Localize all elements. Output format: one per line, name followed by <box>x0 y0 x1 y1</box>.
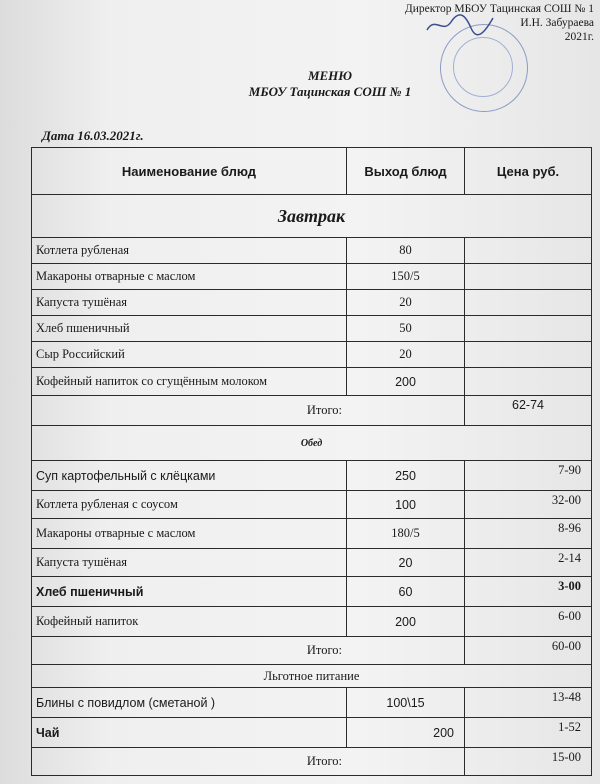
section-heading: Завтрак <box>32 195 592 238</box>
dish-yield: 200 <box>347 368 465 396</box>
dish-price: 3-00 <box>465 577 592 607</box>
table-row <box>32 549 592 577</box>
table-row <box>32 316 592 342</box>
table-row <box>32 688 592 718</box>
table-row <box>32 491 592 519</box>
dish-name: Макароны отварные с маслом <box>32 264 347 290</box>
section-heading: Льготное питание <box>32 665 592 688</box>
dish-name: Кофейный напиток <box>32 607 347 637</box>
total-label: Итого: <box>32 748 465 776</box>
dish-price: 7-90 <box>465 461 592 491</box>
table-row <box>32 577 592 607</box>
col-header-price: Цена руб. <box>465 148 592 195</box>
dish-yield: 20 <box>347 549 465 577</box>
table-row <box>32 461 592 491</box>
dish-price <box>465 238 592 264</box>
dish-name: Суп картофельный с клёцками <box>32 461 347 491</box>
menu-date: Дата 16.03.2021г. <box>42 128 144 143</box>
total-row <box>32 637 592 665</box>
dish-yield: 50 <box>347 316 465 342</box>
menu-table <box>31 147 592 776</box>
section-benefit <box>32 665 592 688</box>
section-breakfast <box>32 195 592 238</box>
dish-name: Капуста тушёная <box>32 549 347 577</box>
dish-yield: 100 <box>347 491 465 519</box>
table-row <box>32 342 592 368</box>
dish-name: Кофейный напиток со сгущённым молоком <box>32 368 347 396</box>
title-line-1: МЕНЮ <box>307 68 353 83</box>
table-row <box>32 718 592 748</box>
dish-name: Чай <box>32 718 347 748</box>
title-line-2: МБОУ Тацинская СОШ № 1 <box>248 84 412 99</box>
total-label: Итого: <box>32 396 465 426</box>
dish-yield: 250 <box>347 461 465 491</box>
dish-price: 8-96 <box>465 519 592 549</box>
signature-icon <box>425 12 495 38</box>
dish-price: 2-14 <box>465 549 592 577</box>
total-value: 15-00 <box>465 748 592 776</box>
dish-price <box>465 316 592 342</box>
dish-yield: 100\15 <box>347 688 465 718</box>
table-row <box>32 519 592 549</box>
dish-yield: 80 <box>347 238 465 264</box>
dish-yield: 150/5 <box>347 264 465 290</box>
total-value: 60-00 <box>465 637 592 665</box>
approval-line-3: 2021г. <box>564 31 594 43</box>
page-title <box>200 68 460 100</box>
table-row <box>32 368 592 396</box>
section-lunch <box>32 426 592 461</box>
total-row <box>32 748 592 776</box>
dish-price: 32-00 <box>465 491 592 519</box>
dish-price <box>465 368 592 396</box>
dish-name: Котлета рубленая <box>32 238 347 264</box>
dish-price <box>465 264 592 290</box>
dish-price: 1-52 <box>465 718 592 748</box>
section-heading: Обед <box>32 426 592 461</box>
dish-yield: 20 <box>347 290 465 316</box>
dish-name: Блины с повидлом (сметаной ) <box>32 688 347 718</box>
col-header-name: Наименование блюд <box>32 148 347 195</box>
dish-price: 13-48 <box>465 688 592 718</box>
col-header-yield: Выход блюд <box>347 148 465 195</box>
dish-yield: 200 <box>347 607 465 637</box>
dish-name: Хлеб пшеничный <box>32 577 347 607</box>
dish-price <box>465 342 592 368</box>
table-row <box>32 238 592 264</box>
dish-name: Котлета рубленая с соусом <box>32 491 347 519</box>
total-value: 62-74 <box>465 396 592 426</box>
dish-name: Сыр Российский <box>32 342 347 368</box>
approval-line-2: И.Н. Забураева <box>520 17 594 29</box>
table-row <box>32 264 592 290</box>
total-label: Итого: <box>32 637 465 665</box>
dish-name: Хлеб пшеничный <box>32 316 347 342</box>
table-row <box>32 607 592 637</box>
dish-name: Макароны отварные с маслом <box>32 519 347 549</box>
dish-name: Капуста тушёная <box>32 290 347 316</box>
dish-yield: 20 <box>347 342 465 368</box>
dish-price <box>465 290 592 316</box>
dish-yield: 180/5 <box>347 519 465 549</box>
approval-line-1: Директор МБОУ Тацинская СОШ № 1 <box>404 3 594 15</box>
table-header-row <box>32 148 592 195</box>
total-row <box>32 396 592 426</box>
dish-yield: 200 <box>347 718 465 748</box>
dish-yield: 60 <box>347 577 465 607</box>
table-row <box>32 290 592 316</box>
dish-price: 6-00 <box>465 607 592 637</box>
